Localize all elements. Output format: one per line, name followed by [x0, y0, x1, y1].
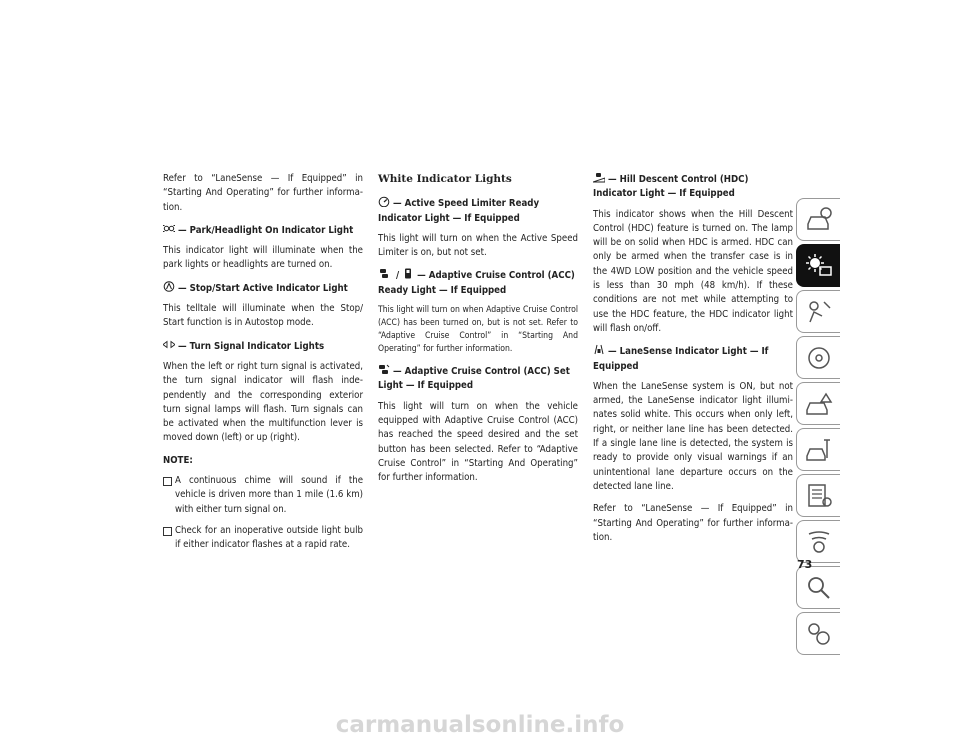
- acc-ready-body: This light will turn on when Adaptive Cruise Control (ACC) has been turned on, but is not set. Refer to “Adaptive Cruise Control” in “Starting And Operating” for further information.: [378, 305, 578, 355]
- servicing-icon: [804, 436, 834, 464]
- asl-body: This light will turn on when the Active Speed Limiter is on, but not set.: [378, 232, 578, 259]
- speed-limiter-icon: [378, 196, 390, 207]
- safety-airbag-icon: [804, 298, 834, 326]
- tab-dashboard-lights[interactable]: [796, 244, 840, 287]
- section-title: White Indicator Lights: [378, 173, 512, 185]
- park-headlight-body: This indicator light will illuminate when the park lights or headlights are turned on.: [163, 245, 363, 271]
- car-info-icon: [804, 206, 834, 234]
- lanesense-refer: Refer to “LaneSense — If Equipped” in “Starting And Operating” for further information.: [593, 503, 793, 543]
- watermark-text: carmanualsonline.info: [335, 712, 625, 738]
- stop-start-heading: — Stop/Start Active Indicator Light: [163, 281, 363, 296]
- tab-multimedia[interactable]: [796, 520, 840, 563]
- dashboard-light-icon: [804, 252, 834, 280]
- hill-descent-icon: [593, 172, 605, 183]
- acc-set-heading: — Adaptive Cruise Control (ACC) Set Light — If Equipped: [378, 366, 570, 392]
- turn-signal-heading: — Turn Signal Indicator Lights: [163, 339, 363, 354]
- turn-signal-icon: [163, 339, 175, 350]
- hdc-heading: — Hill Descent Control (HDC) Indicator Light — If Equipped: [593, 174, 749, 200]
- bullet-box-icon: [163, 477, 172, 486]
- page-number: 73: [797, 558, 813, 571]
- search-index-icon: [804, 574, 834, 602]
- acc-set-icon: [378, 364, 390, 375]
- note-list: [163, 474, 363, 552]
- acc-set-body: This light will turn on when the vehicle equipped with Adaptive Cruise Control (ACC) has reached the speed desired and the set button has been selected. Refer to “Adaptive Cruise Control” in “Starting And Operating” for further information.: [378, 400, 578, 484]
- column-left: [163, 172, 363, 560]
- intro-text: Refer to “LaneSense — If Equipped” in “Starting And Operating” for further information.: [163, 173, 363, 213]
- tab-specifications[interactable]: [796, 474, 840, 517]
- stop-start-icon: [163, 281, 175, 292]
- column-right: [593, 172, 793, 553]
- multimedia-icon: [804, 528, 834, 556]
- lanesense-icon: [593, 344, 605, 355]
- tab-emergency[interactable]: [796, 382, 840, 425]
- park-light-icon: [163, 223, 175, 234]
- steering-wheel-icon: [804, 344, 834, 372]
- hdc-body: This indicator shows when the Hill Descent Control (HDC) feature is turned on. The lamp will be on solid when HDC is armed. HDC can only be armed when the transfer case is in the 4WD LOW position and the vehicle speed is less than 30 mph (48 km/h). If these conditions are not met while attempting to use the HDC feature, the HDC indicator light will flash on/off.: [593, 208, 793, 334]
- language-icon: [804, 620, 834, 648]
- lanesense-body: When the LaneSense system is ON, but not armed, the LaneSense indicator light illuminates solid white. This occurs when only left, right, or neither lane line has been detected. If a single lane line is detected, the system is ready to provide only visual warnings if an unintentional lane departure occurs on the detected lane line.: [593, 380, 793, 492]
- note-item: Check for an inoperative outside light bulb if either indicator flashes at a rapid rate.: [163, 524, 363, 553]
- note-item: A continuous chime will sound if the vehicle is driven more than 1 mile (1.6 km) with either turn signal on.: [163, 474, 363, 517]
- tab-index[interactable]: [796, 566, 840, 609]
- note-label: NOTE:: [163, 454, 193, 466]
- asl-heading: — Active Speed Limiter Ready Indicator Light — If Equipped: [378, 198, 540, 224]
- tab-safety[interactable]: [796, 290, 840, 333]
- tab-language[interactable]: [796, 612, 840, 655]
- acc-car-icon: [378, 268, 390, 279]
- turn-signal-body: When the left or right turn signal is activated, the turn signal indicator will flash independently and the corresponding exterior turn signal lamps will flash. Turn signals can be activated when the multifunction lever is moved down (left) or up (right).: [163, 360, 363, 444]
- emergency-car-icon: [804, 390, 834, 418]
- bullet-box-icon: [163, 527, 172, 536]
- tab-car-info[interactable]: [796, 198, 840, 241]
- stop-start-body: This telltale will illuminate when the Stop/ Start function is in Autostop mode.: [163, 303, 363, 329]
- tab-starting[interactable]: [796, 336, 840, 379]
- tab-servicing[interactable]: [796, 428, 840, 471]
- acc-ready-heading: / — Adaptive Cruise Control (ACC) Ready Light — If Equipped: [378, 270, 575, 296]
- acc-gauge-icon: [402, 268, 414, 279]
- park-headlight-heading: — Park/Headlight On Indicator Light: [163, 223, 363, 238]
- column-middle: [378, 172, 578, 493]
- specifications-icon: [804, 482, 834, 510]
- lanesense-heading: — LaneSense Indicator Light — If Equipped: [593, 346, 769, 372]
- chapter-tabs: [796, 198, 840, 658]
